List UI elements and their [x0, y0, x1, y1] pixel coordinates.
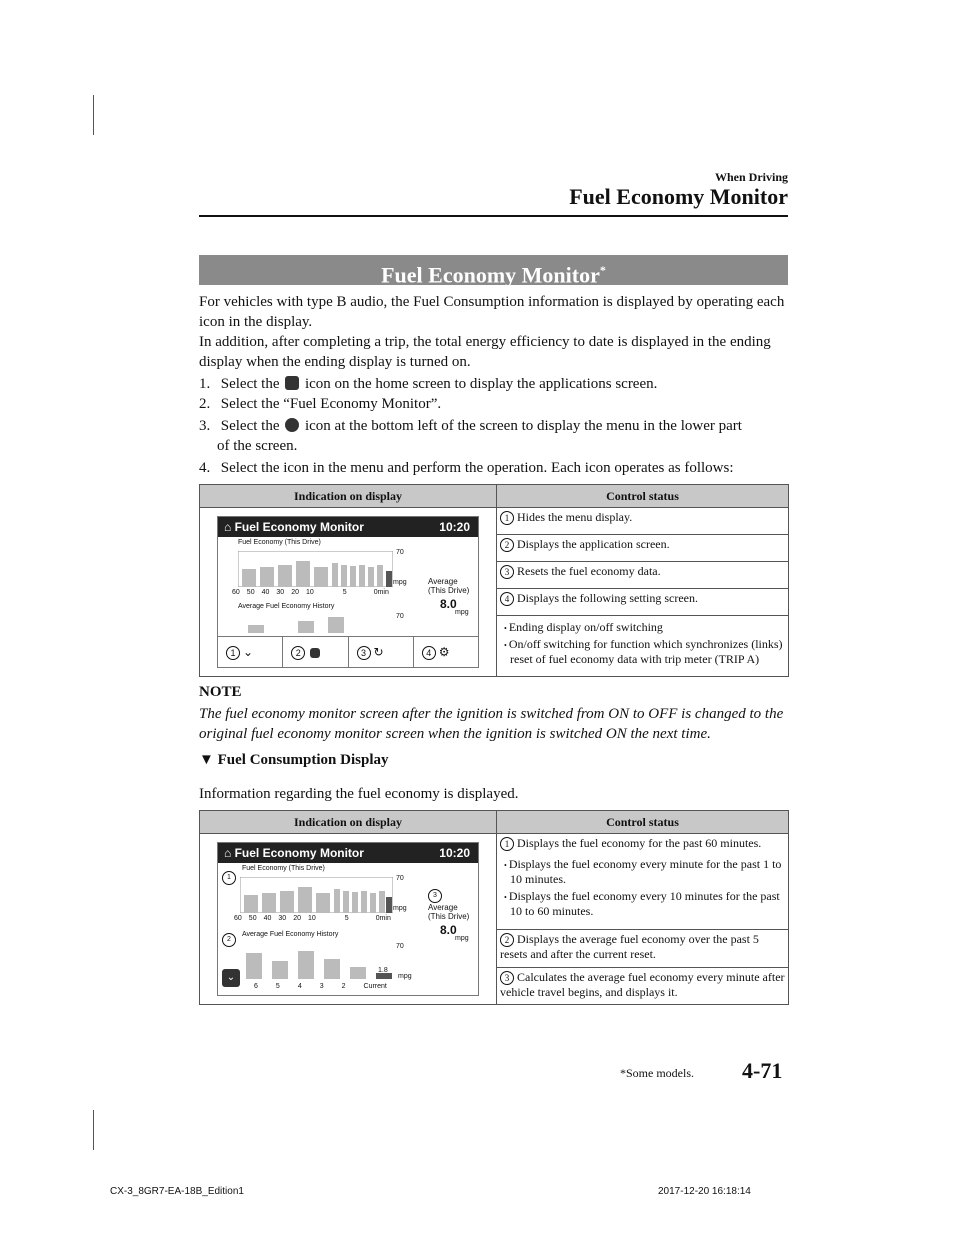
- menu-item-reset[interactable]: [349, 637, 414, 667]
- history-title: Average Fuel Economy History: [242, 931, 339, 938]
- average-label: (This Drive): [428, 912, 470, 921]
- table-header: Control status: [497, 811, 789, 834]
- control-text: Resets the fuel economy data.: [517, 564, 661, 578]
- control-text: Hides the menu display.: [517, 510, 633, 524]
- step-text: of the screen.: [217, 438, 298, 454]
- menu-control-table: [199, 484, 789, 677]
- footnote: *Some models.: [620, 1066, 694, 1080]
- step-2: [199, 394, 799, 414]
- reset-icon: ↻: [373, 645, 384, 659]
- callout-number: 2: [222, 933, 236, 947]
- screen-illustration: [217, 842, 479, 996]
- history-title: Average Fuel Economy History: [238, 603, 335, 610]
- step-4: [199, 458, 799, 478]
- chart-title: Fuel Economy (This Drive): [238, 539, 321, 546]
- screen-title-bar: [218, 517, 478, 537]
- bullet-item: • On/off switching for function which synchronizes (links) reset of fuel economy data with trip meter (TRIP A): [500, 637, 785, 667]
- step-text: Select the icon in the menu and perform the operation. Each icon operates as follows:: [220, 460, 734, 476]
- step-text: icon on the home screen to display the applications screen.: [304, 376, 658, 392]
- bullet-item: • Ending display on/off switching: [500, 620, 785, 635]
- banner-mark: *: [599, 263, 606, 277]
- subsection-intro: Information regarding the fuel economy is displayed.: [199, 786, 519, 802]
- crop-mark: [93, 1110, 94, 1150]
- control-row: [497, 967, 789, 1004]
- x-tick: 40: [263, 915, 272, 922]
- x-tick: 20: [293, 915, 301, 922]
- menu-item-settings[interactable]: [414, 637, 478, 667]
- callout-number: 1: [226, 646, 240, 660]
- unit-label: mpg: [393, 579, 407, 586]
- callout-number: 1: [500, 511, 514, 525]
- x-tick: 5: [342, 589, 347, 596]
- chevron-down-icon: ⌄: [243, 645, 254, 659]
- history-bars: [238, 615, 393, 633]
- bullet-item: • Displays the fuel economy every 10 minutes for the past 10 to 60 minutes.: [500, 889, 785, 919]
- chart-title: Fuel Economy (This Drive): [242, 865, 325, 872]
- table-header: Control status: [497, 485, 789, 508]
- note-heading: NOTE: [199, 684, 242, 700]
- note-text: The fuel economy monitor screen after the ignition is switched from ON to OFF is changed to the original fuel economy monitor screen when the ignition is switched ON the next time.: [199, 706, 784, 742]
- chevron-down-icon: ⌄: [226, 972, 236, 983]
- average-label: Average: [428, 903, 458, 912]
- history-ymax: 70: [396, 613, 404, 620]
- header-rule: [199, 215, 788, 217]
- average-unit: mpg: [455, 609, 469, 616]
- control-text: Displays the application screen.: [517, 537, 670, 551]
- x-tick: 10: [305, 589, 314, 596]
- gear-icon: ⚙: [438, 645, 450, 659]
- intro-paragraph-1: For vehicles with type B audio, the Fuel Consumption information is displayed by operating each icon in the display.: [199, 294, 785, 330]
- bullet-item: • Displays the fuel economy every minute for the past 1 to 10 minutes.: [500, 857, 785, 887]
- subsection-marker: ▼: [199, 752, 214, 768]
- x-tick: 30: [276, 589, 285, 596]
- control-row: [497, 535, 789, 562]
- screen-title: Fuel Economy Monitor: [234, 846, 364, 860]
- control-text: Displays the following setting screen.: [517, 591, 698, 605]
- current-value: 1.8: [378, 967, 388, 974]
- chart-bars: [240, 877, 393, 913]
- x-tick: 60: [232, 589, 240, 596]
- applications-icon: [310, 648, 320, 658]
- step-number: 1.: [199, 376, 211, 392]
- x-tick: 0min: [373, 589, 389, 596]
- x-tick: 20: [291, 589, 299, 596]
- callout-number: 4: [500, 592, 514, 606]
- table-header: Indication on display: [200, 485, 497, 508]
- history-tick-labels: [254, 983, 387, 990]
- fuel-consumption-table: [199, 810, 789, 1005]
- callout-number: 3: [428, 889, 442, 903]
- average-unit: mpg: [455, 935, 469, 942]
- step-text: Select the: [220, 376, 280, 392]
- table-header: Indication on display: [200, 811, 497, 834]
- callout-number: 2: [291, 646, 305, 660]
- control-text: Displays the fuel economy for the past 60 minutes.: [517, 836, 762, 850]
- control-row: [497, 508, 789, 535]
- x-tick: Current: [363, 983, 387, 990]
- step-text: Select the “Fuel Economy Monitor”.: [220, 396, 442, 412]
- x-tick-labels: [232, 589, 412, 596]
- history-bars: [240, 945, 393, 979]
- step-number: 4.: [199, 460, 211, 476]
- unit-label: mpg: [398, 973, 412, 980]
- print-filename: CX-3_8GR7-EA-18B_Edition1: [110, 1186, 244, 1197]
- subsection-title: Fuel Consumption Display: [217, 752, 389, 768]
- step-text: Select the: [220, 418, 280, 434]
- subsection-heading: [199, 752, 388, 769]
- step-number: 2.: [199, 396, 211, 412]
- control-row: [497, 834, 789, 930]
- callout-number: 1: [500, 837, 514, 851]
- average-value: 8.0: [440, 597, 457, 611]
- x-tick: 4: [297, 983, 302, 990]
- control-row: [497, 589, 789, 616]
- x-tick: 60: [234, 915, 242, 922]
- x-tick: 30: [278, 915, 287, 922]
- average-value: 8.0: [440, 923, 457, 937]
- x-tick: 6: [254, 983, 258, 990]
- print-datetime: 2017-12-20 16:18:14: [658, 1186, 751, 1197]
- applications-icon: [285, 376, 299, 390]
- x-tick: 2: [341, 983, 346, 990]
- x-tick: 50: [246, 589, 255, 596]
- callout-number: 1: [222, 871, 236, 885]
- chart-ymax: 70: [396, 549, 404, 556]
- chevron-down-icon: [285, 418, 299, 432]
- callout-number: 2: [500, 538, 514, 552]
- menu-item-hide[interactable]: [218, 637, 283, 667]
- page-number: 4-71: [742, 1058, 783, 1083]
- history-ymax: 70: [396, 943, 404, 950]
- step-text: icon at the bottom left of the screen to display the menu in the lower part: [304, 418, 742, 434]
- intro-paragraph-2: In addition, after completing a trip, the total energy efficiency to date is displayed in the ending display when the ending display is turned on.: [199, 334, 771, 370]
- callout-number: 3: [500, 971, 514, 985]
- unit-label: mpg: [393, 905, 407, 912]
- screen-title-bar: [218, 843, 478, 863]
- section-banner: [199, 255, 788, 288]
- x-tick: 3: [319, 983, 324, 990]
- control-bullets: [497, 616, 789, 677]
- screen-title: Fuel Economy Monitor: [234, 520, 364, 534]
- callout-number: 3: [357, 646, 371, 660]
- section-label: When Driving: [714, 170, 788, 184]
- crop-mark: [93, 95, 94, 135]
- control-row: [497, 562, 789, 589]
- chart-bars: [238, 551, 393, 587]
- x-tick-labels: [234, 915, 414, 922]
- x-tick: 5: [275, 983, 280, 990]
- clock: 10:20: [439, 520, 470, 534]
- callout-number: 4: [422, 646, 436, 660]
- callout-number: 3: [500, 565, 514, 579]
- x-tick: 50: [248, 915, 257, 922]
- average-label: Average: [428, 577, 458, 586]
- control-row: [497, 930, 789, 967]
- step-1: [199, 374, 799, 394]
- screen-illustration: [217, 516, 479, 668]
- x-tick: 40: [261, 589, 270, 596]
- x-tick: 0min: [375, 915, 391, 922]
- menu-item-applications[interactable]: [283, 637, 348, 667]
- step-number: 3.: [199, 418, 211, 434]
- home-icon: ⌂: [224, 846, 232, 860]
- menu-open-button[interactable]: [222, 969, 240, 987]
- banner-title: Fuel Economy Monitor: [381, 262, 600, 288]
- clock: 10:20: [439, 846, 470, 860]
- x-tick: 5: [344, 915, 349, 922]
- home-icon: ⌂: [224, 520, 232, 534]
- control-text: Displays the average fuel economy over the past 5 resets and after the current reset.: [500, 932, 759, 962]
- step-3: [199, 416, 799, 456]
- x-tick: 10: [307, 915, 316, 922]
- menu-bar: [218, 636, 478, 667]
- page-header-title: Fuel Economy Monitor: [569, 184, 788, 209]
- average-label: (This Drive): [428, 586, 470, 595]
- control-text: Calculates the average fuel economy every minute after vehicle travel begins, and displays it.: [500, 969, 785, 999]
- callout-number: 2: [500, 933, 514, 947]
- chart-ymax: 70: [396, 875, 404, 882]
